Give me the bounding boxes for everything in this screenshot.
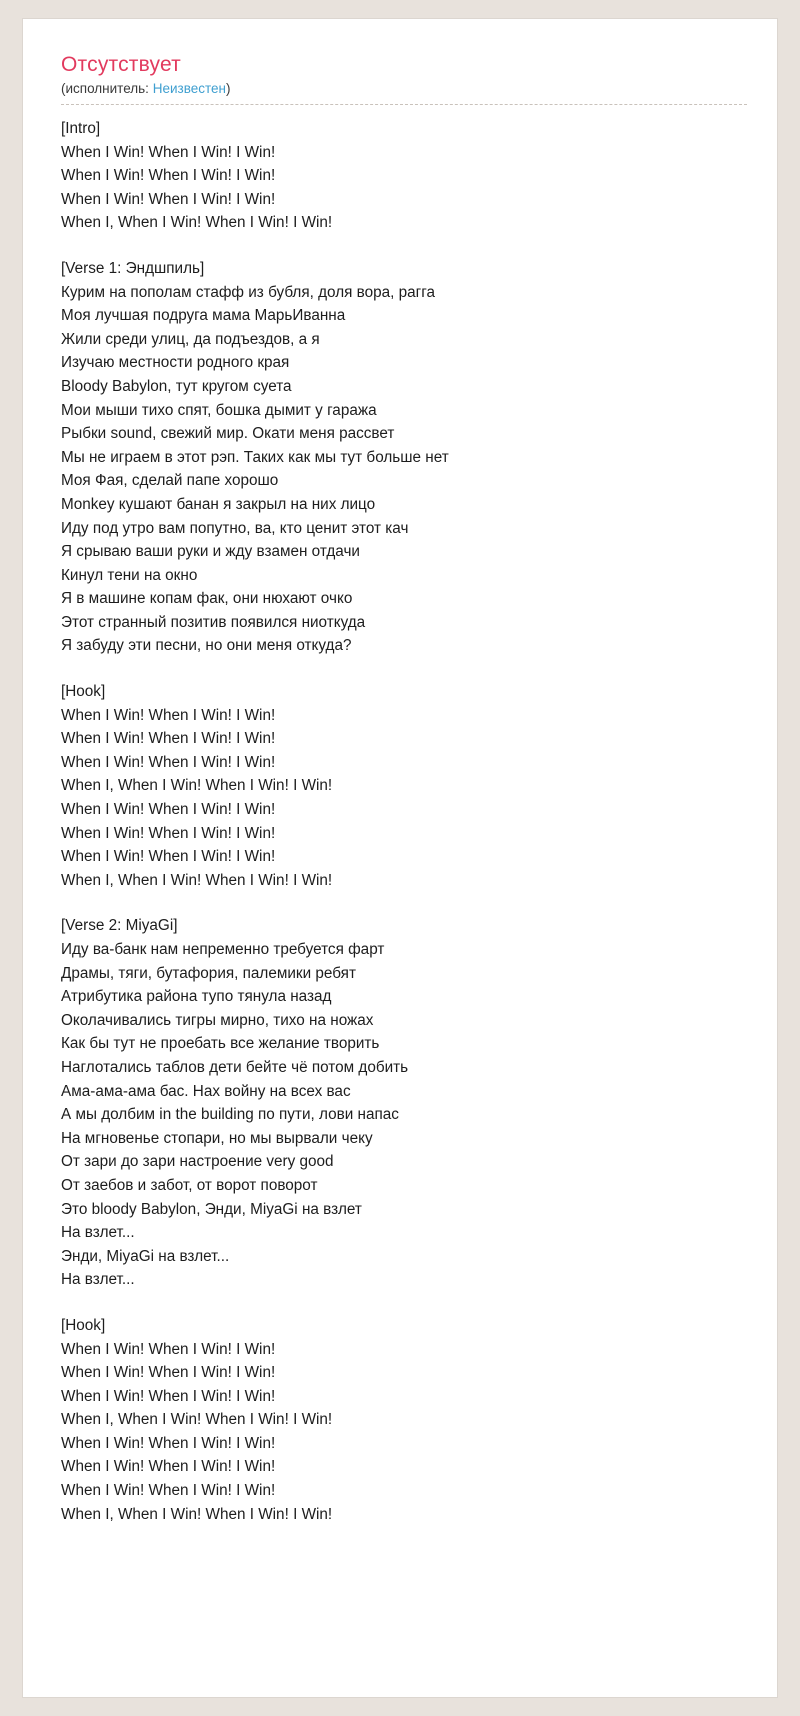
lyrics-line: When I, When I Win! When I Win! I Win!: [61, 1411, 333, 1429]
lyrics-line: Моя Фая, сделай папе хорошо: [61, 472, 279, 490]
lyrics-line: Кинул тени на окно: [61, 566, 198, 584]
lyrics-line: When I Win! When I Win! I Win!: [61, 1482, 276, 1500]
lyrics-line: Иду под утро вам попутно, ва, кто ценит этот кач: [61, 519, 409, 537]
lyrics-line: Мои мыши тихо спят, бошка дымит у гаража: [61, 401, 377, 419]
lyrics-line: Monkey кушают банан я закрыл на них лицо: [61, 495, 376, 513]
lyrics-line: When I Win! When I Win! I Win!: [61, 167, 276, 185]
lyrics-line: When I, When I Win! When I Win! I Win!: [61, 1505, 333, 1523]
lyrics-line: Моя лучшая подруга мама МарьИванна: [61, 307, 346, 325]
lyrics-line: Околачивались тигры мирно, тихо на ножах: [61, 1011, 374, 1029]
lyrics-line: When I, When I Win! When I Win! I Win!: [61, 871, 333, 889]
artist-line: [61, 81, 747, 105]
lyrics-block: [61, 1314, 747, 1526]
section-tag: [Verse 1: Эндшпиль]: [61, 259, 205, 277]
lyrics-line: Атрибутика района тупо тянула назад: [61, 988, 332, 1006]
lyrics-line: Я срываю ваши руки и жду взамен отдачи: [61, 543, 360, 561]
lyrics-line: Я в машине копам фак, они нюхают очко: [61, 590, 353, 608]
lyrics-line: When I Win! When I Win! I Win!: [61, 1364, 276, 1382]
lyrics-line: На мгновенье стопари, но мы вырвали чеку: [61, 1129, 373, 1147]
lyrics-line: Жили среди улиц, да подъездов, а я: [61, 330, 320, 348]
lyrics-line: Мы не играем в этот рэп. Таких как мы тут больше нет: [61, 448, 449, 466]
lyrics-line: Иду ва-банк нам непременно требуется фарт: [61, 941, 385, 958]
lyrics-line: When I, When I Win! When I Win! I Win!: [61, 777, 333, 795]
lyrics-block: [61, 680, 747, 892]
lyrics-line: When I Win! When I Win! I Win!: [61, 1387, 276, 1405]
section-tag: [Hook]: [61, 1316, 106, 1334]
section-tag: [Hook]: [61, 683, 106, 701]
lyrics-line: Ама-ама-ама бас. Нах войну на всех вас: [61, 1082, 351, 1100]
lyrics-block: [61, 117, 747, 235]
lyrics-line: When I Win! When I Win! I Win!: [61, 1434, 276, 1452]
lyrics-body: [57, 117, 747, 1526]
lyrics-line: When I, When I Win! When I Win! I Win!: [61, 214, 333, 232]
artist-prefix-label: (исполнитель:: [61, 81, 149, 96]
lyrics-line: When I Win! When I Win! I Win!: [61, 706, 276, 724]
lyrics-line: When I Win! When I Win! I Win!: [61, 801, 276, 819]
section-tag: [Intro]: [61, 120, 101, 137]
lyrics-line: От зари до зари настроение very good: [61, 1153, 334, 1171]
lyrics-line: Наглотались таблов дети бейте чё потом добить: [61, 1058, 409, 1076]
section-tag: [Verse 2: MiyaGi]: [61, 917, 178, 935]
artist-link[interactable]: Неизвестен: [152, 81, 226, 96]
lyrics-line: Bloody Babylon, тут кругом суета: [61, 377, 292, 395]
lyrics-line: When I Win! When I Win! I Win!: [61, 730, 276, 748]
lyrics-line: When I Win! When I Win! I Win!: [61, 1458, 276, 1476]
lyrics-line: На взлет...: [61, 1271, 135, 1289]
lyrics-block: [61, 257, 747, 658]
artist-suffix-label: ): [225, 81, 231, 96]
lyrics-line: When I Win! When I Win! I Win!: [61, 753, 276, 771]
lyrics-line: Энди, MiyaGi на взлет...: [61, 1247, 230, 1265]
lyrics-line: When I Win! When I Win! I Win!: [61, 143, 276, 161]
lyrics-line: От заебов и забот, от ворот поворот: [61, 1176, 318, 1194]
lyrics-line: А мы долбим in the building по пути, лови напас: [61, 1106, 399, 1124]
lyrics-line: Драмы, тяги, бутафория, палемики ребят: [61, 964, 356, 982]
lyrics-line: Как бы тут не проебать все желание творить: [61, 1035, 380, 1053]
lyrics-line: На взлет...: [61, 1224, 135, 1242]
page-title: Отсутствует: [61, 53, 181, 76]
lyrics-line: Этот странный позитив появился ниоткуда: [61, 613, 366, 631]
lyrics-line: Рыбки sound, свежий мир. Окати меня рассвет: [61, 425, 395, 443]
lyrics-block: [61, 914, 747, 1292]
lyrics-line: When I Win! When I Win! I Win!: [61, 190, 276, 208]
lyrics-sheet: [22, 18, 778, 1698]
lyrics-line: When I Win! When I Win! I Win!: [61, 1340, 276, 1358]
lyrics-line: When I Win! When I Win! I Win!: [61, 848, 276, 866]
lyrics-line: Изучаю местности родного края: [61, 354, 290, 372]
lyrics-line: Это bloody Babylon, Энди, MiyaGi на взлет: [61, 1200, 362, 1218]
lyrics-line: Курим на пополам стафф из бубля, доля вора, рагга: [61, 283, 435, 301]
lyrics-line: Я забуду эти песни, но они меня откуда?: [61, 637, 352, 655]
lyrics-line: When I Win! When I Win! I Win!: [61, 824, 276, 842]
